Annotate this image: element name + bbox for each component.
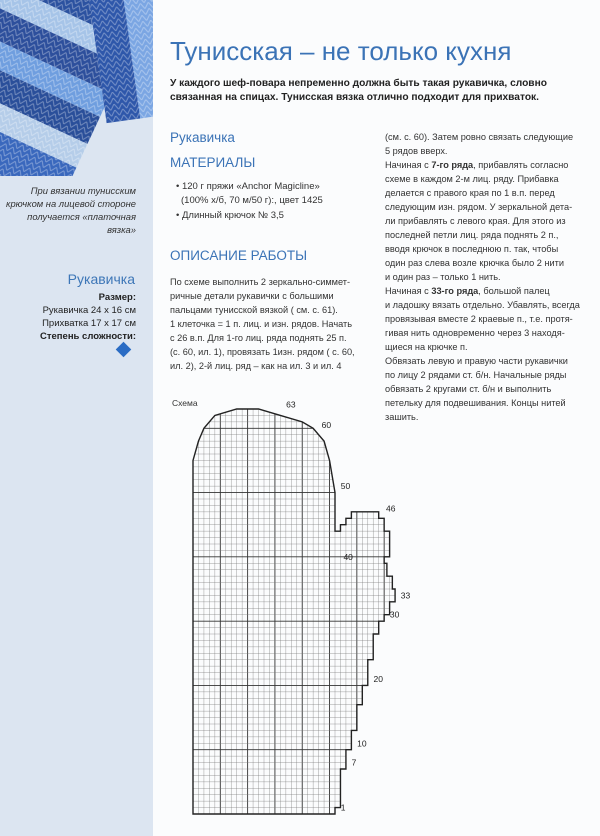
mitten-outline: [193, 409, 395, 814]
chart-grid: [193, 409, 401, 814]
instr-line: зашить.: [385, 412, 419, 422]
work-line: По схеме выполнить 2 зеркально-симмет-: [170, 277, 351, 287]
photo-caption: При вязании тунисским крючком на лицевой стороне получается «платочная вязка»: [6, 185, 136, 235]
difficulty-label: Степень сложности:: [40, 331, 136, 342]
row33-rest: , большой палец: [478, 286, 550, 296]
materials-heading: МАТЕРИАЛЫ: [170, 155, 256, 170]
instr-line: схеме в каждом 2-м лиц. ряду. Прибавка: [385, 174, 559, 184]
size-potholder: Прихватка 17 х 17 см: [42, 318, 136, 329]
row-label: 46: [386, 503, 396, 514]
intro-text: У каждого шеф-повара непременно должна быть такая рукавичка, словно связанная на спицах. Тунисская вязка отлично подходит для прихваток.: [170, 78, 547, 103]
row7-rest: , прибавлять согласно: [473, 160, 569, 170]
mitten-subtitle: Рукавичка: [170, 130, 235, 145]
work-line: ил. 2), 2-й лиц. ряд – как на ил. 3 и ил. 4: [170, 361, 342, 371]
instr-line: вводя крючок в последнюю п. так, чтобы: [385, 244, 559, 254]
instr-line: и один раз – только 1 нить.: [385, 272, 501, 282]
instr-prefix: Начиная с: [385, 160, 432, 170]
row-label: 50: [340, 481, 351, 492]
materials-item: • 120 г пряжи «Anchor Magicline»: [176, 181, 320, 192]
work-line: ричные детали рукавички с большими: [170, 291, 334, 301]
work-line: с 26 в.п. Для 1-го лиц. ряда поднять 25 п.: [170, 333, 347, 343]
materials-yarn-detail: (100% х/б, 70 м/50 г):, цвет 1425: [181, 195, 323, 206]
row-label: 10: [357, 738, 367, 749]
row-label: 60: [321, 420, 332, 431]
row7-bold: 7-го ряда: [431, 160, 474, 170]
page-title: Тунисская – не только кухня: [170, 36, 512, 66]
instr-line: щиеся на крючке п.: [385, 342, 468, 352]
row33-bold: 33-го ряда: [431, 286, 479, 296]
row-label: 63: [286, 399, 296, 410]
materials-hook: Длинный крючок № 3,5: [181, 210, 284, 221]
instr-line: 5 рядов вверх.: [385, 146, 448, 156]
work-line: пальцами тунисской вязкой ( см. с. 61).: [170, 305, 338, 315]
row-label: 20: [373, 674, 383, 684]
instr-line: гивая нить одновременно через 3 находя-: [385, 328, 565, 338]
row-label: 40: [343, 551, 353, 562]
work-line: 1 клеточка = 1 п. лиц. и изн. рядов. Начать: [170, 319, 353, 329]
work-heading: ОПИСАНИЕ РАБОТЫ: [170, 248, 308, 263]
instr-line: петельку для подвешивания. Концы нитей: [385, 398, 566, 408]
work-line: (с. 60, ил. 1), провязать 1изн. рядом ( с. 60,: [170, 347, 355, 357]
instr-line: по лицу 2 рядами ст. б/н. Начальные ряды: [385, 370, 567, 380]
row-label: 1: [340, 802, 346, 813]
row-labels: [286, 400, 410, 813]
size-mitten: Рукавичка 24 х 16 см: [42, 305, 136, 316]
instr-line: последней петли лиц. ряда поднять 2 п.,: [385, 230, 559, 240]
row-label: 33: [400, 590, 411, 601]
materials-item: • Длинный крючок № 3,5: [176, 210, 284, 221]
instr-line: делается с правого края по 1 в.п. перед: [385, 188, 555, 198]
instr-line: Обвязать левую и правую части рукавички: [385, 356, 568, 366]
instr-line: следующим изн. рядом. У зеркальной дета-: [385, 202, 573, 212]
size-label: Размер:: [98, 292, 136, 303]
instr-line: ли прибавлять с левого края. Для этого из: [385, 216, 566, 226]
chart-label: Схема: [172, 398, 198, 408]
instr-line: один раз слева возле крючка было 2 нити: [385, 258, 565, 268]
instr-prefix: Начиная с: [385, 286, 432, 296]
instr-line: обвязать 2 кругами ст. б/н и выполнить: [385, 384, 552, 394]
instr-line: провязывая вместе 2 краевые п., т.е. протя-: [385, 314, 573, 324]
instr-line: и ладошку вязать отдельно. Убавлять, всегда: [385, 300, 580, 310]
row-label: 7: [351, 757, 357, 768]
instr-line: (см. с. 60). Затем ровно связать следующие: [385, 132, 574, 142]
materials-yarn: 120 г пряжи «Anchor Magicline»: [181, 181, 320, 192]
sidebar-title: Рукавичка: [67, 271, 135, 287]
row-label: 30: [389, 609, 400, 620]
